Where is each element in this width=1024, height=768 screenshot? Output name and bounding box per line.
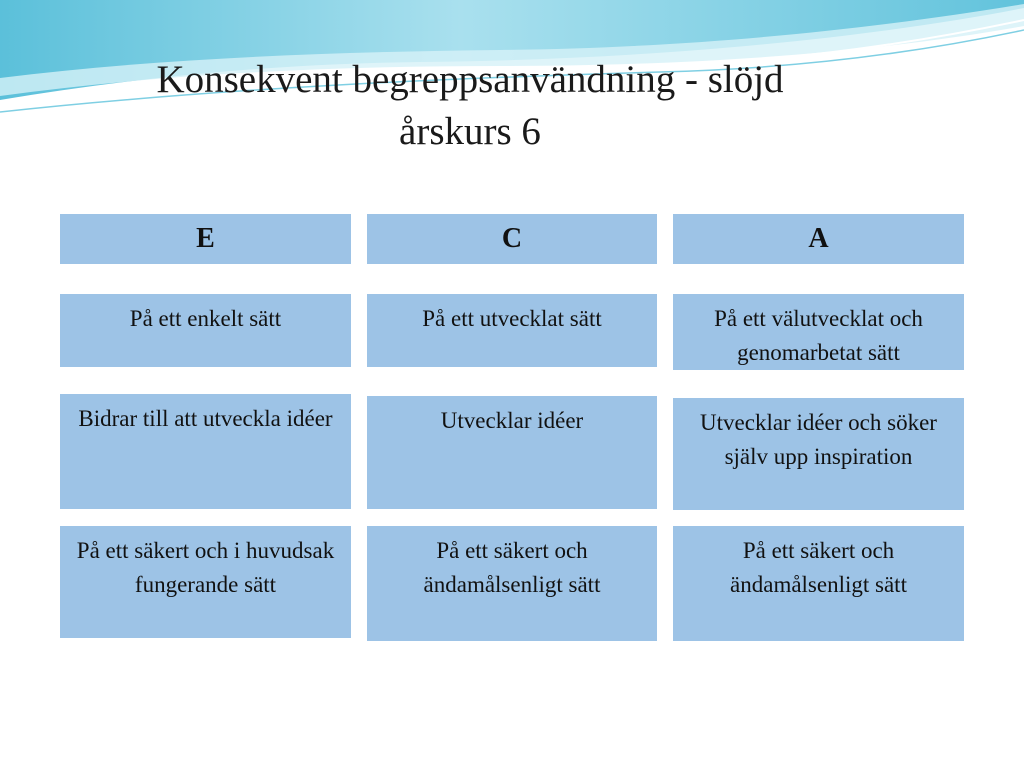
criteria-cell-e-3: På ett säkert och i huvudsak fungerande sätt xyxy=(60,526,351,638)
title-line-2: årskurs 6 xyxy=(399,110,541,153)
grade-header-a: A xyxy=(673,214,964,264)
criteria-cell-c-1: På ett utvecklat sätt xyxy=(367,294,657,367)
criteria-cell-e-2: Bidrar till att utveckla idéer xyxy=(60,394,351,509)
grade-header-c: C xyxy=(367,214,657,264)
title-line-1: Konsekvent begreppsanvändning - slöjd xyxy=(156,58,784,101)
criteria-cell-e-1: På ett enkelt sätt xyxy=(60,294,351,367)
criteria-cell-a-1: På ett välutvecklat och genomarbetat sätt xyxy=(673,294,964,370)
criteria-cell-a-3: På ett säkert och ändamålsenligt sätt xyxy=(673,526,964,641)
slide-title xyxy=(70,54,870,158)
criteria-cell-c-3: På ett säkert och ändamålsenligt sätt xyxy=(367,526,657,641)
criteria-cell-c-2: Utvecklar idéer xyxy=(367,396,657,509)
criteria-cell-a-2: Utvecklar idéer och söker själv upp inspiration xyxy=(673,398,964,510)
grade-header-e: E xyxy=(60,214,351,264)
